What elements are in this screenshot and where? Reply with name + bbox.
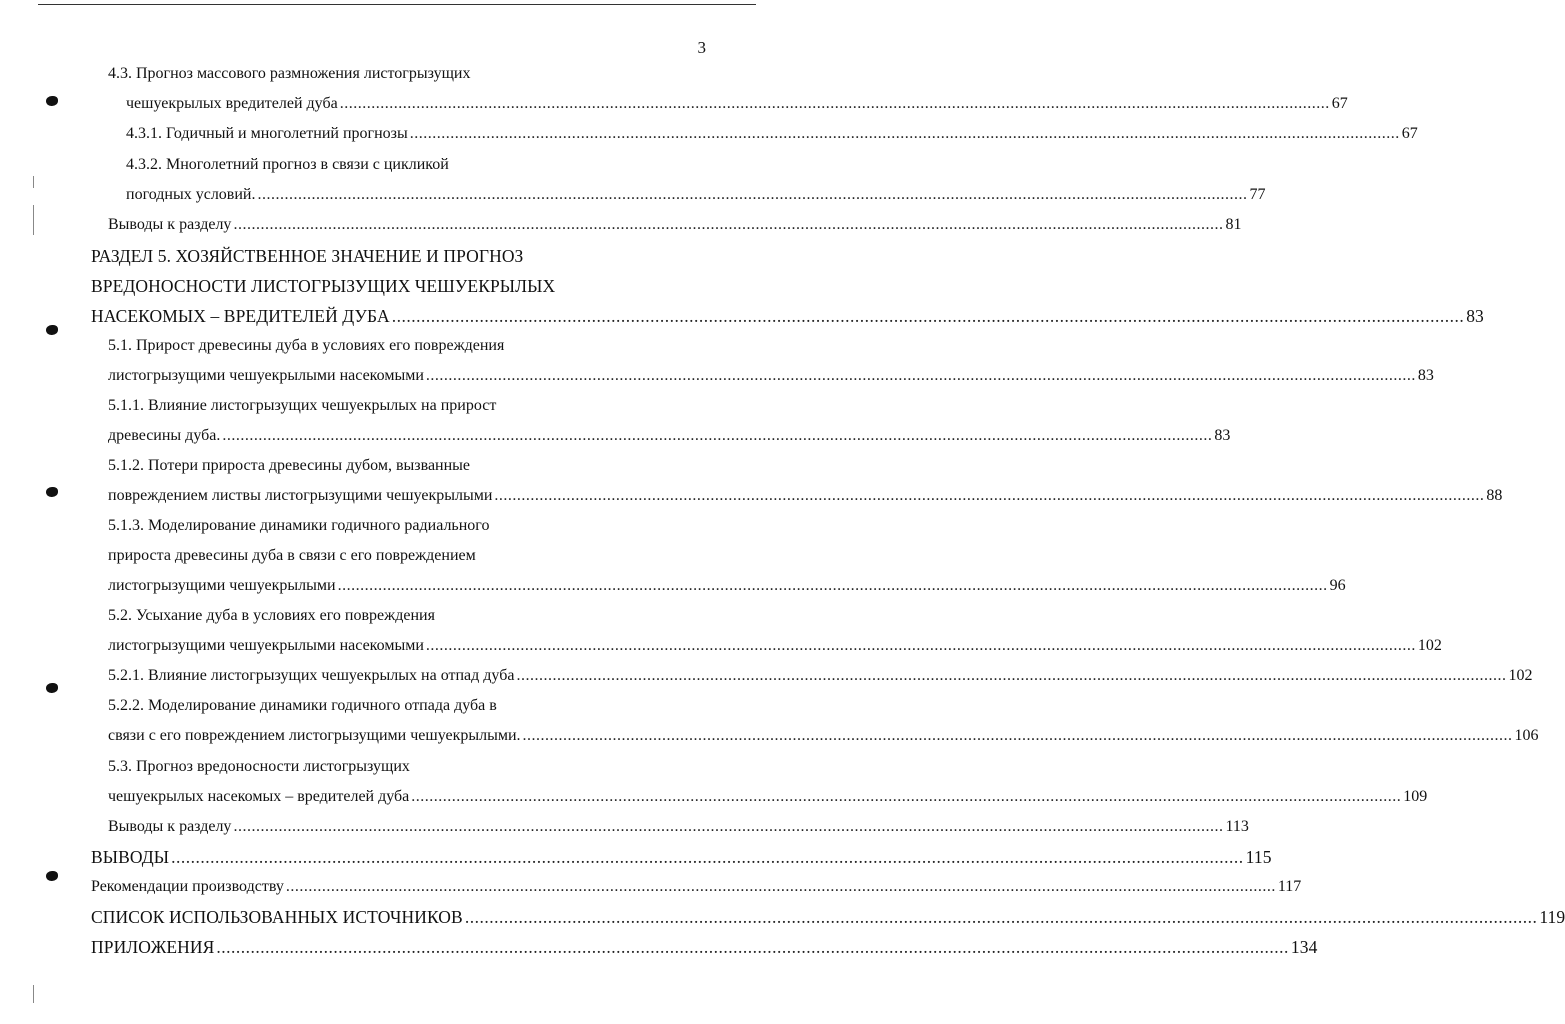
dot-leader: ............................................................................................................................................................................................................................ bbox=[171, 847, 1244, 867]
toc-entry-text: 4.3. Прогноз массового размножения листогрызущих bbox=[108, 65, 471, 82]
page-number: 3 bbox=[697, 38, 706, 57]
dot-leader: ............................................................................................................................................................................................................................ bbox=[391, 306, 1465, 326]
toc-page-number: 109 bbox=[1403, 788, 1428, 805]
toc-line bbox=[108, 755, 410, 779]
toc-line bbox=[126, 122, 1418, 146]
toc-line bbox=[108, 514, 489, 538]
dot-leader: ............................................................................................................................................................................................................................ bbox=[411, 788, 1402, 805]
toc-line bbox=[91, 244, 523, 268]
toc-entry-text: погодных условий. bbox=[126, 186, 256, 203]
toc-line bbox=[108, 334, 504, 358]
toc-line bbox=[91, 875, 1302, 899]
toc-entry-text: чешуекрылых вредителей дуба bbox=[126, 95, 338, 112]
toc-line bbox=[91, 935, 1318, 959]
toc-line bbox=[108, 574, 1346, 598]
toc-entry-text: чешуекрылых насекомых – вредителей дуба bbox=[108, 788, 410, 805]
toc-entry-text: Рекомендации производству bbox=[91, 878, 284, 895]
toc-entry-text: 5.2.1. Влияние листогрызущих чешуекрылых на отпад дуба bbox=[108, 667, 515, 684]
toc-line bbox=[108, 484, 1503, 508]
dot-leader: ............................................................................................................................................................................................................................ bbox=[425, 637, 1416, 654]
toc-entry-text: 5.2. Усыхание дуба в условиях его повреждения bbox=[108, 607, 435, 624]
toc-page-number: 83 bbox=[1214, 427, 1231, 444]
toc-page-number: 67 bbox=[1331, 95, 1348, 112]
toc-entry-text: РАЗДЕЛ 5. ХОЗЯЙСТВЕННОЕ ЗНАЧЕНИЕ И ПРОГНОЗ bbox=[91, 246, 524, 266]
toc-page-number: 113 bbox=[1225, 818, 1249, 835]
toc-line bbox=[126, 183, 1266, 207]
toc-entry-text: древесины дуба. bbox=[108, 427, 221, 444]
toc-page-number: 115 bbox=[1245, 847, 1272, 867]
dot-leader: ............................................................................................................................................................................................................................ bbox=[337, 577, 1328, 594]
toc-line bbox=[108, 364, 1434, 388]
toc-entry-text: ВЫВОДЫ bbox=[91, 847, 170, 867]
toc-line bbox=[108, 62, 470, 86]
toc-entry-text: ВРЕДОНОСНОСТИ ЛИСТОГРЫЗУЩИХ ЧЕШУЕКРЫЛЫХ bbox=[91, 276, 556, 296]
dot-leader: ............................................................................................................................................................................................................................ bbox=[216, 937, 1289, 957]
dot-leader: ............................................................................................................................................................................................................................ bbox=[409, 125, 1400, 142]
toc-line bbox=[91, 304, 1484, 328]
dot-leader: ............................................................................................................................................................................................................................ bbox=[339, 95, 1330, 112]
toc-entry-text: 4.3.1. Годичный и многолетний прогнозы bbox=[126, 125, 408, 142]
dot-leader: ............................................................................................................................................................................................................................ bbox=[285, 878, 1276, 895]
toc-entry-text: Выводы к разделу bbox=[108, 216, 232, 233]
toc-page-number: 81 bbox=[1225, 216, 1242, 233]
dot-leader: ............................................................................................................................................................................................................................ bbox=[516, 667, 1507, 684]
toc-line bbox=[108, 544, 476, 568]
toc-entry-text: 5.3. Прогноз вредоносности листогрызущих bbox=[108, 758, 410, 775]
toc-page-number: 134 bbox=[1290, 937, 1318, 957]
toc-entry-text: 5.1.3. Моделирование динамики годичного радиального bbox=[108, 517, 490, 534]
toc-page-number: 117 bbox=[1277, 878, 1302, 895]
toc-entry-text: 5.1.2. Потери прироста древесины дубом, вызванные bbox=[108, 457, 471, 474]
dot-leader: ............................................................................................................................................................................................................................ bbox=[494, 487, 1485, 504]
scan-artifact bbox=[33, 176, 34, 188]
toc-line bbox=[108, 213, 1242, 237]
punch-hole-mark bbox=[46, 871, 58, 881]
toc-entry-text: 5.1.1. Влияние листогрызущих чешуекрылых на прирост bbox=[108, 397, 497, 414]
scan-artifact bbox=[33, 985, 34, 1003]
punch-hole-mark bbox=[46, 487, 58, 497]
punch-hole-mark bbox=[46, 683, 58, 693]
dot-leader: ............................................................................................................................................................................................................................ bbox=[522, 727, 1513, 744]
toc-page-number: 106 bbox=[1514, 727, 1539, 744]
toc-line bbox=[108, 604, 435, 628]
toc-entry-text: листогрызущими чешуекрылыми bbox=[108, 577, 336, 594]
toc-line bbox=[126, 153, 449, 177]
toc-line bbox=[108, 634, 1442, 658]
toc-line bbox=[108, 694, 497, 718]
toc-entry-text: листогрызущими чешуекрылыми насекомыми bbox=[108, 637, 424, 654]
toc-line bbox=[108, 815, 1249, 839]
toc-page-number: 83 bbox=[1417, 367, 1434, 384]
toc-entry-text: связи с его повреждением листогрызущими чешуекрылыми. bbox=[108, 727, 521, 744]
punch-hole-mark bbox=[46, 96, 58, 106]
toc-page-number: 119 bbox=[1539, 907, 1565, 927]
toc-line bbox=[91, 845, 1272, 869]
toc-entry-text: 4.3.2. Многолетний прогноз в связи с цикликой bbox=[126, 156, 449, 173]
dot-leader: ............................................................................................................................................................................................................................ bbox=[464, 907, 1538, 927]
toc-line bbox=[108, 454, 470, 478]
toc-entry-text: 5.1. Прирост древесины дуба в условиях его повреждения bbox=[108, 337, 505, 354]
toc-line bbox=[108, 724, 1539, 748]
dot-leader: ............................................................................................................................................................................................................................ bbox=[257, 186, 1248, 203]
toc-page-number: 83 bbox=[1466, 306, 1484, 326]
toc-page-number: 77 bbox=[1249, 186, 1266, 203]
toc-line bbox=[108, 394, 496, 418]
toc-page-number: 102 bbox=[1417, 637, 1442, 654]
toc-entry-text: СПИСОК ИСПОЛЬЗОВАННЫХ ИСТОЧНИКОВ bbox=[91, 907, 463, 927]
scan-artifact bbox=[33, 205, 34, 235]
toc-entry-text: 5.2.2. Моделирование динамики годичного отпада дуба в bbox=[108, 697, 497, 714]
dot-leader: ............................................................................................................................................................................................................................ bbox=[425, 367, 1416, 384]
toc-entry-text: НАСЕКОМЫХ – ВРЕДИТЕЛЕЙ ДУБА bbox=[91, 306, 390, 326]
toc-page-number: 96 bbox=[1329, 577, 1346, 594]
toc-entry-text: прироста древесины дуба в связи с его повреждением bbox=[108, 547, 476, 564]
dot-leader: ............................................................................................................................................................................................................................ bbox=[233, 818, 1224, 835]
toc-line bbox=[126, 92, 1348, 116]
dot-leader: ............................................................................................................................................................................................................................ bbox=[233, 216, 1224, 233]
toc-line bbox=[108, 664, 1533, 688]
toc-line bbox=[108, 785, 1428, 809]
dot-leader: ............................................................................................................................................................................................................................ bbox=[222, 427, 1213, 444]
top-border-line bbox=[38, 4, 756, 5]
toc-entry-text: ПРИЛОЖЕНИЯ bbox=[91, 937, 215, 957]
toc-entry-text: Выводы к разделу bbox=[108, 818, 232, 835]
toc-entry-text: листогрызущими чешуекрылыми насекомыми bbox=[108, 367, 424, 384]
toc-page-number: 67 bbox=[1401, 125, 1418, 142]
toc-entry-text: повреждением листвы листогрызущими чешуекрылыми bbox=[108, 487, 493, 504]
toc-line bbox=[108, 424, 1231, 448]
toc-line bbox=[91, 274, 555, 298]
punch-hole-mark bbox=[46, 325, 58, 335]
toc-page-number: 102 bbox=[1508, 667, 1533, 684]
toc-page-number: 88 bbox=[1486, 487, 1503, 504]
toc-line bbox=[91, 905, 1565, 929]
